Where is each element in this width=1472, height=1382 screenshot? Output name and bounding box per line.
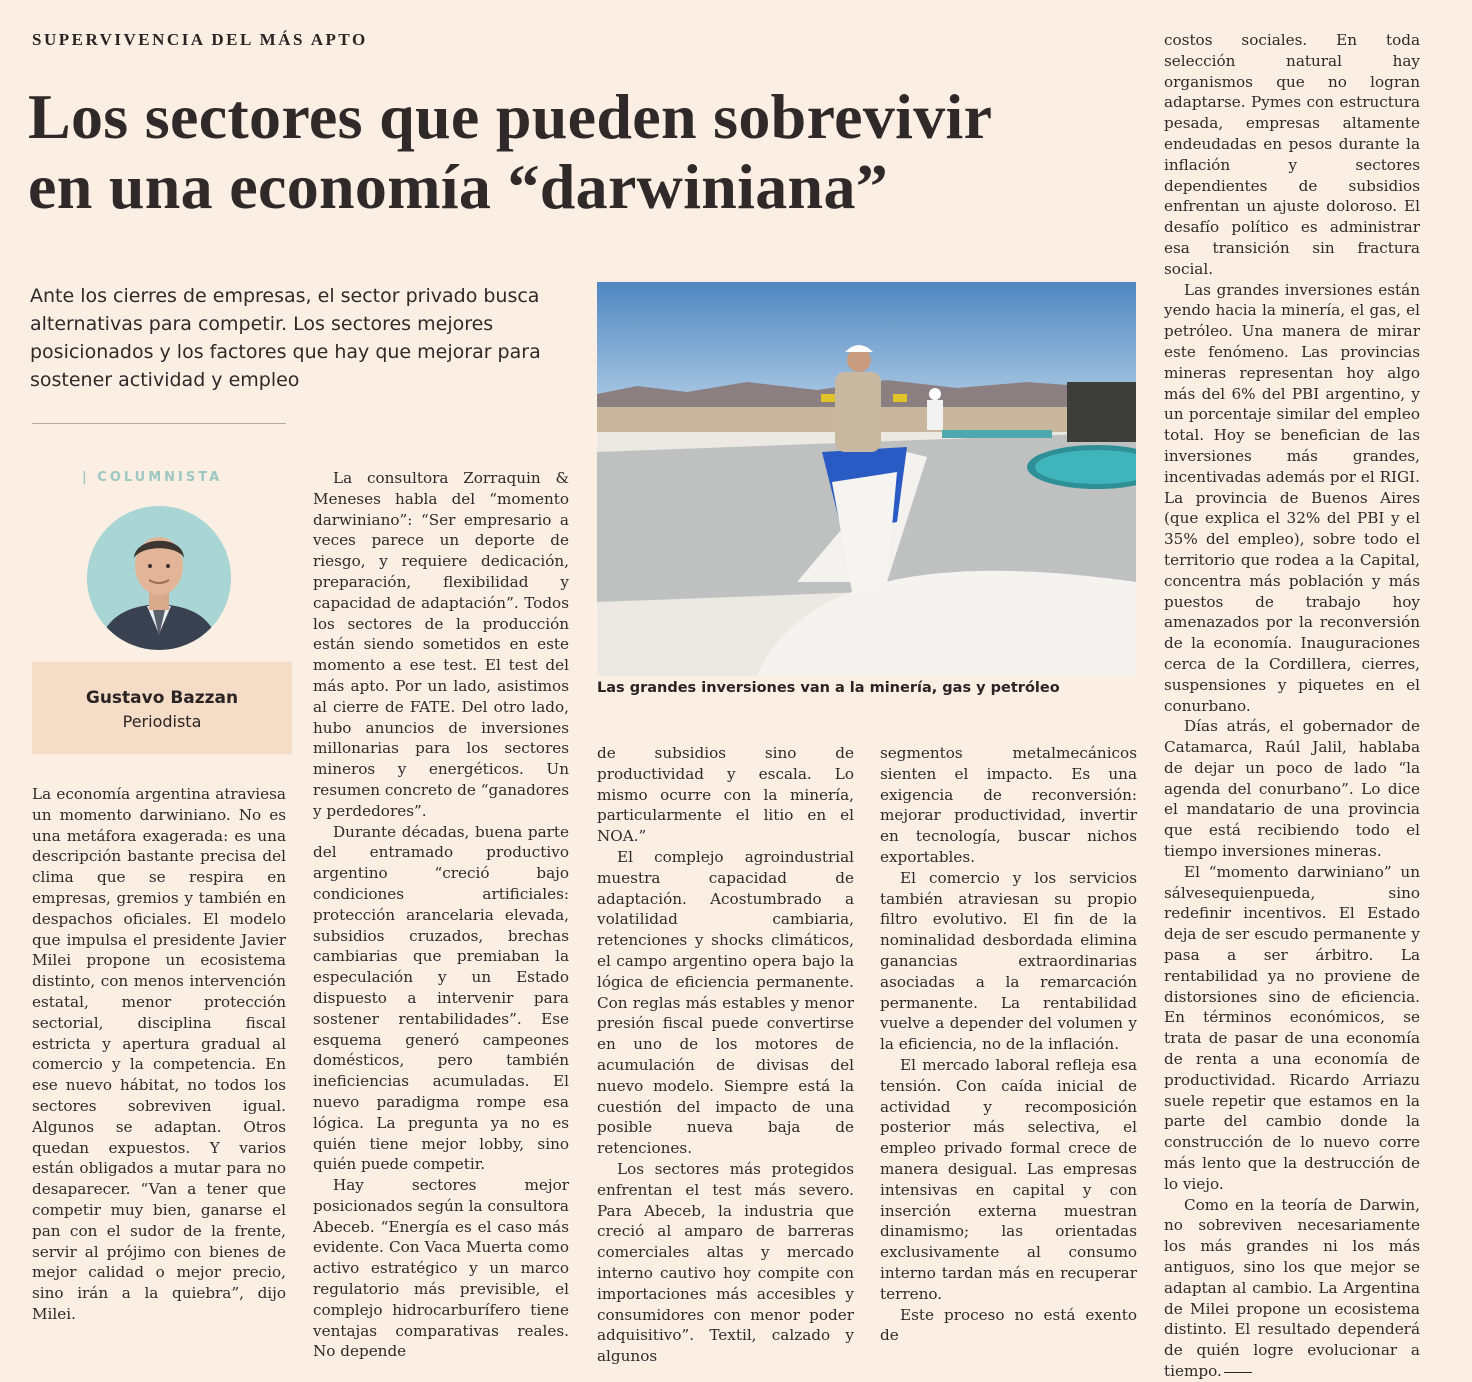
- end-mark: [1224, 1372, 1252, 1373]
- body-column-1: [32, 784, 286, 1325]
- mining-photo-icon: [597, 282, 1136, 676]
- body-column-3: [597, 743, 854, 1367]
- paragraph: Los sectores más protegidos enfrentan el test más severo. Para Abeceb, la industria que creció al amparo de barreras comerciales altas y mercado interno cautivo hoy compite con importaciones más accesibles y consumidores con menor poder adquisitivo”. Textil, calzado y algunos: [597, 1159, 854, 1366]
- photo-caption: Las grandes inversiones van a la minería, gas y petróleo: [597, 680, 1060, 696]
- article-kicker: SUPERVIVENCIA DEL MÁS APTO: [32, 30, 368, 49]
- paragraph: Hay sectores mejor posicionados según la consultora Abeceb. “Energía es el caso más evidente. Con Vaca Muerta como activo estratégico y un marco regulatorio más previsible, el complejo hidrocarburífero tiene ventajas comparativas reales. No depende: [313, 1176, 569, 1361]
- body-column-4: [880, 743, 1137, 1346]
- paragraph: segmentos metalmecánicos sienten el impacto. Es una exigencia de reconversión: mejorar productividad, invertir en tecnología, buscar nichos exportables.: [880, 744, 1137, 866]
- paragraph: La economía argentina atraviesa un momento darwiniano. No es una metáfora exagerada: es una descripción bastante precisa del clima que se respira en empresas, gremios y también en despachos oficiales. El modelo que impulsa el presidente Javier Milei propone un ecosistema distinto, con menos intervención estatal, menor protección sectorial, disciplina fiscal estricta y apertura gradual al comercio y la competencia. En ese nuevo hábitat, no todos los sectores sobreviven igual. Algunos se adaptan. Otros quedan expuestos. Y varios están obligados a mutar para no desaparecer. “Van a tener que competir muy bien, ganarse el pan con el sudor de la frente, servir al prójimo con bienes de mejor calidad o mejor precio, sino irán a la quiebra”, dijo Milei.: [32, 785, 286, 1323]
- divider: [32, 423, 286, 424]
- author-avatar: [87, 506, 231, 650]
- paragraph: costos sociales. En toda selección natural hay organismos que no logran adaptarse. Pymes con estructura pesada, empresas altamente endeudadas en pesos durante la inflación y sectores dependientes de subsidios enfrentan un ajuste doloroso. El desafío político es administrar esa transición sin fractura social.: [1164, 31, 1420, 278]
- paragraph: Durante décadas, buena parte del entramado productivo argentino “creció bajo condiciones artificiales: protección arancelaria elevada, subsidios cruzados, brechas cambiarias que premiaban la especulación y un Estado dispuesto a intervenir para sostener rentabilidades”. Ese esquema generó campeones domésticos, pero también ineficiencias acumuladas. El nuevo paradigma rompe esa lógica. La pregunta ya no es quién tiene mejor lobby, sino quién puede competir.: [313, 822, 569, 1174]
- paragraph: Este proceso no está exento de: [880, 1305, 1137, 1345]
- article-deck: Ante los cierres de empresas, el sector privado busca alternativas para competir. Los sectores mejores posicionados y los factores que hay que mejorar para sostener actividad y empleo: [30, 285, 541, 391]
- paragraph-text: Como en la teoría de Darwin, no sobreviven necesariamente los más grandes ni los más antiguos, sino los que mejor se adaptan al cambio. La Argentina de Milei propone un ecosistema distinto. El resultado dependerá de quién logre evolucionar a tiempo.: [1164, 1195, 1420, 1380]
- article-headline: [28, 82, 1158, 222]
- paragraph-last: [1164, 1195, 1420, 1382]
- author-box: [32, 662, 292, 754]
- paragraph: El complejo agroindustrial muestra capacidad de adaptación. Acostumbrado a volatilidad cambiaria, retenciones y shocks climáticos, el campo argentino opera bajo la lógica de eficiencia permanente. Con reglas más estables y menor presión fiscal puede convertirse en uno de los motores de acumulación de divisas del nuevo modelo. Siempre está la cuestión del impacto de una posible nueva baja de retenciones.: [597, 847, 854, 1158]
- paragraph: El “momento darwiniano” un sálvesequienpueda, sino redefinir incentivos. El Estado deja de ser escudo permanente y pasa a ser árbitro. La rentabilidad ya no proviene de distorsiones sino de eficiencia. En términos económicos, se trata de pasar de una economía de renta a una economía de productividad. Ricardo Arriazu suele repetir que estamos en la parte del cambio donde la construcción de lo nuevo corre más lento que la destrucción de lo viejo.: [1164, 862, 1420, 1193]
- paragraph: El comercio y los servicios también atraviesan su propio filtro evolutivo. El fin de la nominalidad desbordada elimina ganancias extraordinarias asociadas a la remarcación permanente. La rentabilidad vuelve a depender del volumen y la eficiencia, no de la inflación.: [880, 868, 1137, 1054]
- article-photo: [597, 282, 1136, 676]
- paragraph: La consultora Zorraquin & Meneses habla del “momento darwiniano”: “Ser empresario a veces parece un deporte de riesgo, y requiere dedicación, preparación, flexibilidad y capacidad de adaptación”. Todos los sectores de la producción están siendo sometidos en este momento a ese test. El test del más apto. Por un lado, asistimos al cierre de FATE. Del otro lado, hubo anuncios de inversiones millonarias para los sectores mineros y energéticos. Un resumen concreto de “ganadores y perdedores”.: [313, 469, 569, 820]
- author-role: Periodista: [122, 712, 202, 731]
- author-portrait-icon: [87, 506, 231, 650]
- paragraph: El mercado laboral refleja esa tensión. Con caída inicial de actividad y recomposición posterior más selectiva, el empleo privado formal crece de manera desigual. Las empresas intensivas en capital y con inserción externa muestran dinamismo; las orientadas exclusivamente al consumo interno tardan más en recuperar terreno.: [880, 1055, 1137, 1303]
- paragraph: Días atrás, el gobernador de Catamarca, Raúl Jalil, hablaba de dejar un poco de lado “la agenda del conurbano”. Lo dice el mandatario de una provincia que está recibiendo todo el tiempo inversiones mineras.: [1164, 717, 1420, 861]
- author-name: Gustavo Bazzan: [85, 688, 239, 708]
- columnist-label: | COLUMNISTA: [82, 470, 223, 485]
- body-column-2: [313, 468, 569, 1362]
- body-column-5: [1164, 30, 1420, 1382]
- paragraph: Las grandes inversiones están yendo hacia la minería, el gas, el petróleo. Una manera de mirar este fenómeno. Las provincias mineras representan hoy algo más del 6% del PBI argentino, y un porcentaje similar del empleo total. Hoy se benefician de las inversiones más grandes, incentivadas además por el RIGI. La provincia de Buenos Aires (que explica el 32% del PBI y el 35% del empleo), sobre todo el territorio que rodea a la Capital, concentra más población y más puestos de trabajo hoy amenazados por la reconversión de la economía. Inauguraciones cerca de la Cordillera, cierres, suspensiones y piquetes en el conurbano.: [1164, 280, 1420, 715]
- headline-line-1: Los sectores que pueden sobrevivir: [28, 81, 993, 152]
- headline-line-2: en una economía “darwiniana”: [28, 151, 889, 222]
- paragraph: de subsidios sino de productividad y escala. Lo mismo ocurre con la minería, particularmente el litio en el NOA.”: [597, 744, 854, 846]
